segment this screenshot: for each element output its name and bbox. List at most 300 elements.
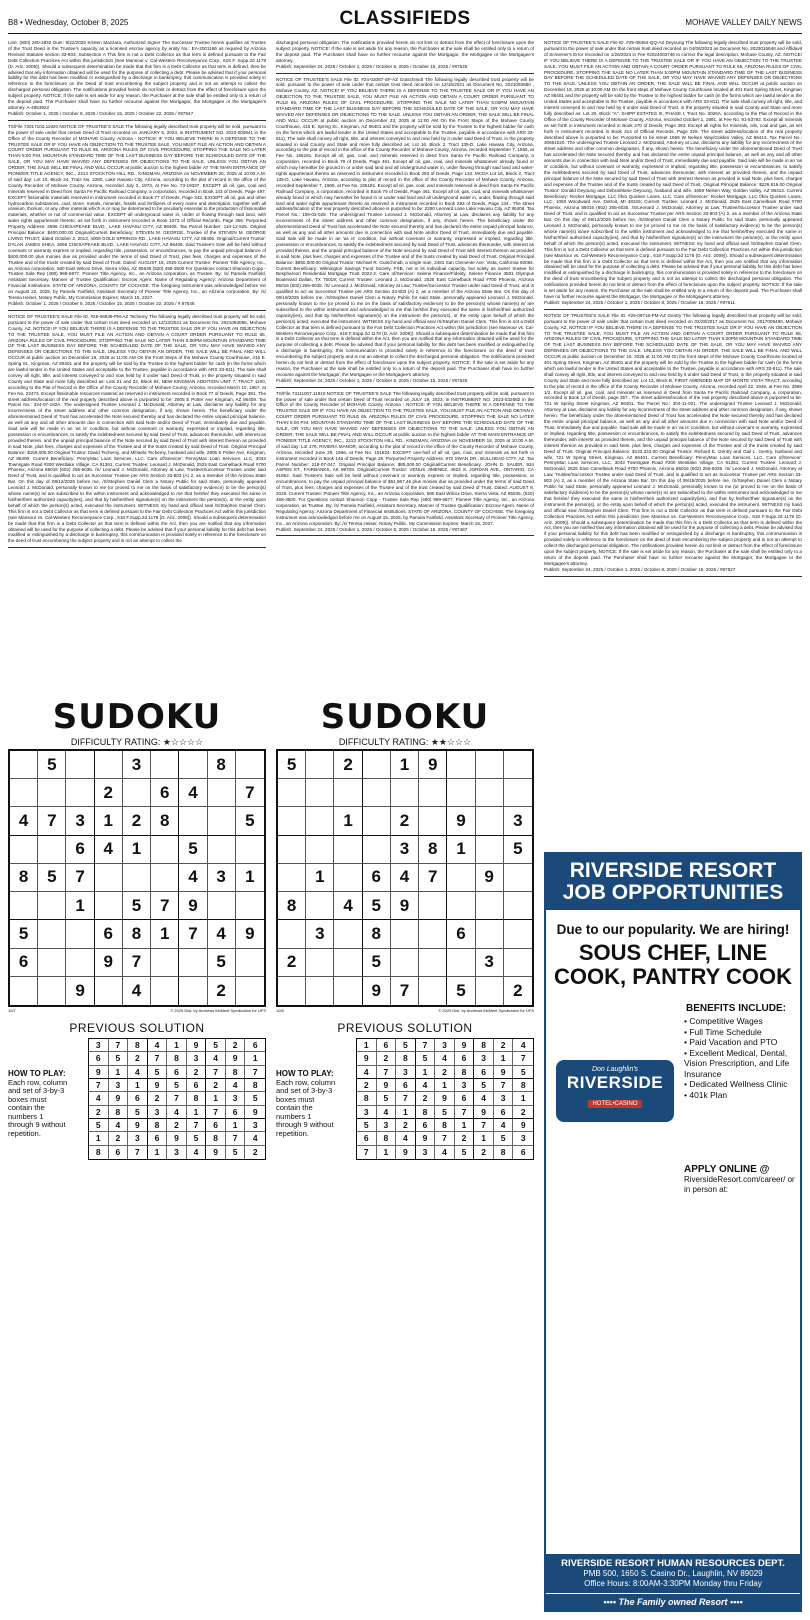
solution-cell: 5 bbox=[494, 1132, 514, 1145]
sudoku-cell: 3 bbox=[504, 807, 532, 835]
solution-cell: 1 bbox=[89, 1132, 109, 1145]
sudoku-cell bbox=[38, 977, 66, 1005]
hr-title: RIVERSIDE RESORT HUMAN RESOURCES DEPT. bbox=[561, 1558, 785, 1569]
sudoku-puzzle-1 bbox=[8, 698, 266, 1160]
sudoku-cell: 1 bbox=[447, 836, 475, 864]
solution-cell: 8 bbox=[455, 1066, 475, 1079]
sudoku-cell: 1 bbox=[95, 807, 123, 835]
solution-cell: 4 bbox=[474, 1092, 494, 1105]
solution-cell: 4 bbox=[377, 1106, 397, 1119]
sudoku-title: SUDOKU bbox=[320, 697, 490, 737]
ad-positions: SOUS CHEF, LINE COOK, PANTRY COOK bbox=[554, 940, 792, 989]
sudoku-cell bbox=[334, 920, 362, 948]
solution-cell: 1 bbox=[494, 1052, 514, 1065]
solution-cell: 2 bbox=[89, 1106, 109, 1119]
sudoku-cell bbox=[236, 836, 264, 864]
sudoku-cell: 2 bbox=[334, 751, 362, 779]
sudoku-cell bbox=[391, 920, 419, 948]
sudoku-cell: 5 bbox=[10, 920, 38, 948]
solution-cell: 1 bbox=[435, 1079, 455, 1092]
solution-cell: 6 bbox=[187, 1079, 207, 1092]
sudoku-cell: 5 bbox=[363, 892, 391, 920]
sudoku-cell: 5 bbox=[278, 751, 306, 779]
sudoku-cell bbox=[363, 807, 391, 835]
solution-cell: 5 bbox=[167, 1079, 187, 1092]
solution-cell: 7 bbox=[435, 1132, 455, 1145]
solution-cell: 5 bbox=[128, 1106, 148, 1119]
notice-publish-dates: Publish: September 24, 2025 / October 1, 2025 / October 8, 2025 / October 15, 2025 / #87511 bbox=[544, 299, 735, 305]
sudoku-cell bbox=[278, 807, 306, 835]
sudoku-cell bbox=[306, 977, 334, 1005]
solution-cell: 4 bbox=[357, 1066, 377, 1079]
solution-cell: 8 bbox=[206, 1132, 226, 1145]
solution-cell: 8 bbox=[187, 1092, 207, 1105]
benefit-item: • Excellent Medical, Dental, Vision Prescription, and Life Insurance bbox=[684, 1048, 798, 1080]
sudoku-cell bbox=[95, 864, 123, 892]
solution-cell: 3 bbox=[245, 1119, 265, 1132]
sudoku-cell: 9 bbox=[419, 751, 447, 779]
how-to-play-title: HOW TO PLAY: bbox=[8, 1069, 66, 1078]
solution-cell: 4 bbox=[435, 1146, 455, 1159]
syndication-credit: © 2025 Dist. by Andrews McMeel Syndication for UFS bbox=[438, 1008, 534, 1013]
solution-cell: 7 bbox=[357, 1146, 377, 1159]
sudoku-cell bbox=[334, 977, 362, 1005]
syndication-credit: © 2025 Dist. by Andrews McMeel Syndication for UFS bbox=[170, 1008, 266, 1013]
solution-cell: 2 bbox=[187, 1066, 207, 1079]
solution-cell: 3 bbox=[128, 1132, 148, 1145]
sudoku-cell: 7 bbox=[123, 949, 151, 977]
solution-cell: 1 bbox=[245, 1052, 265, 1065]
notice-text: discharged personal obligation. The notifications provided herein do not limit or detract from the effect of foreclosure upon the subject property. NOTICE: If the sale is set aside for any reason, the Purchaser at the sale shall be entitled only to a return of the deposit paid. The Purchaser shall have no further recourse against the Mortgagor, the Mortgagee or the Mortgagee's attorney. bbox=[276, 40, 534, 63]
sudoku-cell: 8 bbox=[419, 836, 447, 864]
solution-cell: 2 bbox=[396, 1119, 416, 1132]
sudoku-cell bbox=[123, 864, 151, 892]
page-header bbox=[8, 6, 802, 34]
notice-text: NOTICE OF TRUSTEE'S SALE File ID. #25-06839-PM-AZ Tschemy The following legally described trust property will be sold, pursuant to the power of sale under that certain trust deed recorded on 12/13/2021 as Document No. 2021093058, Mohave County, AZ. NOTICE! IF YOU BELIEVE THERE IS A DEFENSE TO THE TRUSTEE SALE OR IF YOU HAVE AN OBJECTION TO THE TRUSTEE SALE, YOU MUST FILE AN ACTION AND OBTAIN A COURT ORDER PURSUANT TO RULE 65, ARIZONA RULES OF CIVIL PROCEDURE, STOPPING THE SALE NO LATER THAN 5:00PM MOUNTAIN STANDARD TIME OF THE LAST BUSINESS DAY BEFORE THE SCHEDULED DATE OF THE SALE, OR YOU MAY HAVE WAIVED ANY DEFENSES OR OBJECTIONS TO THE SALE. UNLESS YOU OBTAIN AN ORDER, THE SALE WILL BE FINAL AND WILL OCCUR at public auction on December 16, 2025 at 11:00 AM On the Front Steps of the Mohave County Courthouse, 415 E. Spring St., Kingman, AZ 86401 and the property will be sold by the Trustee to the highest bidder for cash (in the forms which are lawful tender in the United States and acceptable to the Trustee, payable in accordance with ARS 33-811). The sale shall convey all right, title, and interest conveyed to and now held by it under said Deed of Trust, in the property situated in said County and State and more fully described as: Lots 21 and 22, Block 84, NEW KINGMAN ADDITION UNIT 7, TRACT 1100, according to the Plat of Record in the Office of the County Recorder of Mohave County, Arizona, recorded March 10, 1967, at Fee No. 22473. Except fissionable resources material as reserved in instrument recorded in Book 77 of Deeds, Page 381. The street address/location of the real property described above is purported to be: 2805 E Potter Ave Kingman, AZ 86409. Tax Parcel No.: 324-07-182A. The undersigned Trustee Leonard J. McDonald, Attorney at Law, disclaims any liability for any incorrectness of the street address and other common designation, if any, shown herein. The beneficiary under the aforementioned Deed of Trust has accelerated the Note secured thereby and has declared the entire unpaid principal balance, as well as any and all other amounts due in connection with said Note and/or Deed of Trust, immediately due and payable. Said sale will be made in an 'as is' condition, but without covenant or warranty, expressed or implied, regarding title, possession or encumbrances, to satisfy the indebtedness secured by said Deed of Trust, advances thereunder, with interest as provided therein, and the unpaid principal balance of the Note secured by said Deed of Trust with interest thereon as provided in said Note, plus fees, charges and expenses of the Trustee and of the trusts created by said Deed of Trust. Original Principal Balance: $159,000.00 Original Trustor: David Tschemy, and Mihaela Tschemy, husband and wife, 2805 E Potter Ave, Kingman, AZ 86409. Current Beneficiary: PennyMac Loan Services, LLC. Care of/Servicer: PennyMac Loan Services, LLC, 3043 Townsgate Road #200 Westlake Village, CA 91361; Current Trustee: Leonard J. McDonald, 2525 East Camelback Road #700 Phoenix, Arizona 85016 (602) 255-6035. /S/ Leonard J. McDonald, Attorney at Law, Trustee/Successor Trustee under said Deed of Trust, and is qualified to act as Successor Trustee per ARS Section 33-803 (A) 2, as a member of the Arizona State Bar. On this day of 09/12/2025 before me, /S/Stephen Daniel Clem a Notary Public for said State, personally appeared Leonard J. McDonald, personally known to me (or proved to me on the basis of satisfactory evidence) to be the person(s) whose name(s) is/ are subscribed to the within instrument and acknowledged to me that he/she/ they executed the same in his/her/their authorized capacity(ies), and that by his/her/their signature(s) on the instrument the person(s), or the entity upon behalf of which the person(s) acted, executed the instrument. WITNESS my hand and official seal /S/Stephen Daniel Clem. This firm is not a Debt Collector as that term is defined pursuant to the Fair Debt Collection Practices Act within this jurisdiction (see Mansour vs. Cal-Western Reconveyance Corp., 618 F.Supp.2d 1178 (D. Ariz. 2009)). Should a subsequent determination be made that this firm is a Debt Collector as that term is defined within the Act, then you are notified that any information obtained will be used for the purpose of collecting a debt. Please be advised that if your personal liability for this debt has been modified or extinguished by a discharge in bankruptcy, this communication is provided solely in reference to the foreclosure on the deed of trust encumbering the subject property and is not an attempt to collect the bbox=[8, 313, 266, 544]
logo-name: RIVERSIDE bbox=[566, 1073, 664, 1092]
sudoku-cell bbox=[278, 977, 306, 1005]
solution-cell: 6 bbox=[128, 1092, 148, 1105]
sudoku-cell bbox=[10, 751, 38, 779]
solution-cell: 3 bbox=[455, 1079, 475, 1092]
sudoku-cell: 7 bbox=[38, 807, 66, 835]
solution-cell: 9 bbox=[206, 1146, 226, 1159]
sudoku-cell bbox=[419, 977, 447, 1005]
solution-cell: 2 bbox=[377, 1052, 397, 1065]
sudoku-cell bbox=[38, 779, 66, 807]
solution-cell: 5 bbox=[377, 1092, 397, 1105]
solution-cell: 2 bbox=[455, 1132, 475, 1145]
solution-cell: 4 bbox=[167, 1106, 187, 1119]
solution-cell: 1 bbox=[474, 1132, 494, 1145]
solution-cell: 2 bbox=[513, 1106, 533, 1119]
sudoku-cell: 8 bbox=[123, 920, 151, 948]
sudoku-cell: 6 bbox=[95, 920, 123, 948]
solution-cell: 8 bbox=[396, 1052, 416, 1065]
sudoku-cell bbox=[306, 836, 334, 864]
sudoku-cell: 1 bbox=[236, 864, 264, 892]
notice-column-1 bbox=[8, 40, 266, 794]
sudoku-cell: 3 bbox=[66, 807, 94, 835]
solution-cell: 5 bbox=[109, 1052, 129, 1065]
solution-grid bbox=[356, 1038, 534, 1160]
solution-cell: 7 bbox=[377, 1066, 397, 1079]
solution-cell: 7 bbox=[167, 1092, 187, 1105]
solution-cell: 1 bbox=[148, 1146, 168, 1159]
solution-cell: 6 bbox=[109, 1146, 129, 1159]
solution-cell: 1 bbox=[226, 1119, 246, 1132]
solution-cell: 8 bbox=[357, 1092, 377, 1105]
notice-publish-dates: Publish: September 24, 2025 / October 1, 2025 / October 8, 2025 / October 15, 2025 / #87487 bbox=[276, 526, 468, 532]
benefit-item: • Full Time Schedule bbox=[684, 1027, 798, 1038]
how-to-play-title: HOW TO PLAY: bbox=[276, 1069, 334, 1078]
solution-cell: 5 bbox=[455, 1146, 475, 1159]
sudoku-cell bbox=[10, 836, 38, 864]
solution-cell: 9 bbox=[513, 1119, 533, 1132]
sudoku-cell: 7 bbox=[419, 864, 447, 892]
sudoku-cell: 8 bbox=[208, 751, 236, 779]
section-title: CLASSIFIEDS bbox=[339, 8, 471, 29]
solution-cell: 9 bbox=[187, 1039, 207, 1052]
solution-cell: 2 bbox=[435, 1066, 455, 1079]
sudoku-cell bbox=[476, 920, 504, 948]
solution-cell: 2 bbox=[357, 1079, 377, 1092]
solution-cell: 5 bbox=[396, 1039, 416, 1052]
sudoku-cell bbox=[504, 920, 532, 948]
sudoku-cell bbox=[236, 977, 264, 1005]
sudoku-cell bbox=[447, 949, 475, 977]
legal-notices bbox=[8, 40, 802, 794]
how-to-play bbox=[8, 1070, 70, 1138]
solution-cell: 8 bbox=[494, 1146, 514, 1159]
solution-cell: 9 bbox=[245, 1106, 265, 1119]
sudoku-cell: 6 bbox=[66, 836, 94, 864]
sudoku-cell: 4 bbox=[179, 779, 207, 807]
difficulty-label: DIFFICULTY RATING: bbox=[338, 737, 429, 747]
solution-cell: 9 bbox=[416, 1132, 436, 1145]
sudoku-cell: 7 bbox=[391, 977, 419, 1005]
sudoku-cell: 2 bbox=[513, 980, 523, 1000]
sudoku-cell: 1 bbox=[123, 836, 151, 864]
sudoku-cell: 4 bbox=[123, 977, 151, 1005]
solution-cell: 9 bbox=[377, 1079, 397, 1092]
sudoku-cell bbox=[363, 751, 391, 779]
sudoku-cell bbox=[95, 751, 123, 779]
solution-cell: 7 bbox=[245, 1066, 265, 1079]
solution-cell: 3 bbox=[187, 1052, 207, 1065]
previous-solution bbox=[276, 1038, 534, 1160]
solution-cell: 3 bbox=[513, 1132, 533, 1145]
solution-cell: 9 bbox=[109, 1092, 129, 1105]
solution-cell: 2 bbox=[226, 1039, 246, 1052]
sudoku-cell: 7 bbox=[151, 892, 179, 920]
notice-text: Line: (800) 280-2832 Due!: 9/22/2025 Kristen Mazzara, Authorized Signer The Successor Trustee herein qualifies as Trustee of the Trust Deed in the Trustee's capacity as a licensed escrow agency by entity No.: EA-2001166 as required by Arizona Revised Statutes section 33-803, Subsection A This firm is not a Debt Collector as that term is defined pursuant to the Fair Debt Collection Practices Act within this jurisdiction (See Mansour v. Cal-Western Reconveyance Corp., 618 F. Supp.2d 1178 (D. Ariz. 2009)). Should a subsequent determination be made that this firm is a Debt Collector as that term is defined, then be advised that any information obtained will be used for the purpose of collecting a debt. Please be advised that if your personal liability for this debt has been modified or extinguished by a discharge in bankruptcy, this communication is provided solely in reference to the foreclosure on the Deed of trust encumbering the subject property and is not an attempt to collect the discharged personal obligation. The notifications provided herein do not limit or detract from the effect of foreclosure upon the subject property. NOTICE: If the sale is set aside for any reason, the Purchaser at the sale shall be entitled only to a return of the deposit paid. The Purchaser shall have no further recourse against the Mortgagor, the Mortgagee or the Mortgagee's attorney. A-4853922 bbox=[8, 40, 266, 110]
ad-headline: RIVERSIDE RESORT bbox=[569, 859, 777, 882]
sudoku-cell bbox=[476, 977, 504, 1005]
legal-notice bbox=[544, 313, 802, 577]
hr-contact bbox=[546, 1554, 800, 1593]
sudoku-cell: 8 bbox=[151, 807, 179, 835]
sudoku-cell bbox=[10, 892, 38, 920]
sudoku-cell bbox=[10, 779, 38, 807]
sudoku-cell: 2 bbox=[208, 977, 236, 1005]
sudoku-cell bbox=[363, 836, 391, 864]
legal-notice bbox=[8, 40, 266, 121]
benefit-item: • Paid Vacation and PTO bbox=[684, 1037, 798, 1048]
solution-cell: 3 bbox=[396, 1066, 416, 1079]
sudoku-cell: 5 bbox=[208, 949, 236, 977]
solution-cell: 8 bbox=[148, 1119, 168, 1132]
solution-cell: 1 bbox=[206, 1092, 226, 1105]
sudoku-cell bbox=[447, 864, 475, 892]
sudoku-cell: 1 bbox=[66, 892, 94, 920]
job-advertisement bbox=[544, 852, 802, 1612]
legal-notice bbox=[276, 391, 534, 537]
legal-notice bbox=[8, 314, 266, 548]
solution-cell: 9 bbox=[357, 1052, 377, 1065]
sudoku-cell bbox=[504, 779, 532, 807]
sudoku-cell: 1 bbox=[306, 864, 334, 892]
solution-cell: 3 bbox=[167, 1146, 187, 1159]
solution-cell: 4 bbox=[148, 1039, 168, 1052]
solution-cell: 1 bbox=[396, 1106, 416, 1119]
solution-cell: 3 bbox=[109, 1079, 129, 1092]
sudoku-cell bbox=[391, 779, 419, 807]
sudoku-cell: 5 bbox=[504, 836, 532, 864]
page-date: B8 • Wednesday, October 8, 2025 bbox=[8, 18, 129, 27]
sudoku-cell bbox=[278, 864, 306, 892]
solution-cell: 5 bbox=[416, 1052, 436, 1065]
apply-title: APPLY ONLINE @ bbox=[684, 1164, 770, 1175]
solution-cell: 9 bbox=[396, 1146, 416, 1159]
solution-cell: 4 bbox=[416, 1079, 436, 1092]
solution-cell: 3 bbox=[148, 1106, 168, 1119]
solution-cell: 6 bbox=[396, 1079, 416, 1092]
sudoku-cell: 4 bbox=[10, 807, 38, 835]
sudoku-cell: 9 bbox=[236, 920, 264, 948]
solution-cell: 6 bbox=[89, 1052, 109, 1065]
sudoku-cell: 2 bbox=[123, 807, 151, 835]
solution-cell: 2 bbox=[494, 1039, 514, 1052]
benefit-item: • Dedicated Wellness Clinic bbox=[684, 1079, 798, 1090]
sudoku-cell bbox=[208, 892, 236, 920]
solution-cell: 8 bbox=[128, 1039, 148, 1052]
sudoku-cell bbox=[306, 751, 334, 779]
sudoku-cell bbox=[123, 779, 151, 807]
solution-cell: 5 bbox=[148, 1066, 168, 1079]
solution-cell: 6 bbox=[167, 1066, 187, 1079]
solution-cell: 5 bbox=[435, 1106, 455, 1119]
difficulty-label: DIFFICULTY RATING: bbox=[70, 737, 161, 747]
solution-cell: 1 bbox=[109, 1066, 129, 1079]
legal-notice bbox=[276, 40, 534, 74]
solution-cell: 4 bbox=[89, 1092, 109, 1105]
solution-cell: 1 bbox=[416, 1066, 436, 1079]
sudoku-cell bbox=[476, 779, 504, 807]
solution-cell: 1 bbox=[357, 1039, 377, 1052]
sudoku-cell: 7 bbox=[66, 864, 94, 892]
solution-cell: 7 bbox=[206, 1066, 226, 1079]
solution-cell: 6 bbox=[416, 1119, 436, 1132]
sudoku-cell: 4 bbox=[334, 892, 362, 920]
sudoku-cell bbox=[447, 892, 475, 920]
solution-cell: 8 bbox=[435, 1119, 455, 1132]
solution-cell: 9 bbox=[226, 1052, 246, 1065]
sudoku-grid bbox=[276, 749, 534, 1007]
sudoku-cell bbox=[334, 864, 362, 892]
sudoku-cell bbox=[419, 779, 447, 807]
sudoku-cell: 7 bbox=[179, 920, 207, 948]
sudoku-cell: 4 bbox=[391, 864, 419, 892]
sudoku-cell: 1 bbox=[334, 807, 362, 835]
notice-column-3 bbox=[544, 40, 802, 794]
sudoku-cell: 9 bbox=[66, 977, 94, 1005]
solution-cell: 9 bbox=[89, 1066, 109, 1079]
how-to-play-text: Each row, column and set of 3-by-3 boxes must contain the numbers 1 through 9 without repetition. bbox=[8, 1077, 68, 1138]
notice-text: TS/File 73017103.11920 NOTICE OF TRUSTEE'S SALE The following legally described trust property will be sold, pursuant to the power of sale under that certain Deed of Trust recorded on JANUARY 5, 2023, in INSTRUMENT NO. 2023-000841 in the Office of the County Recorder of MOHAVE County, Arizona - NOTICE! IF YOU BELIEVE THERE IS A DEFENSE TO THE TRUSTEE SALE OR IF YOU HAVE AN OBJECTION TO THE TRUSTEE SALE, YOU MUST FILE AN ACTION AND OBTAIN A COURT ORDER PURSUANT TO RULE 65, ARIZONA RULES OF CIVIL PROCEDURE, STOPPING THE SALE NO LATER THAN 5:00 P.M. MOUNTAIN STANDARD TIME OF THE LAST BUSINESS DAY BEFORE THE SCHEDULED DATE OF THE SALE, OR YOU MAY HAVE WAIVED ANY DEFENSES OR OBJECTIONS TO THE SALE. UNLESS YOU OBTAIN AN ORDER, THE SALE WILL BE FINAL AND WILL OCCUR at public auction to the highest bidder AT THE MAIN ENTRANCE OF PIONEER TITLE AGENCY, INC., 2213 STOCKTON HILL RD., KINGMAN, ARIZONA on NOVEMBER 25, 2025 at 10:00 A.M. of said day: Lot 10, Block 24, Tract No. 2280, Lake Havasu City, Arizona, according to the plat of record in the office of the County Recorder of Mohave County, Arizona, recorded July 2, 1973, at Fee No. 73-19337. EXCEPT all oil, gas, coal and minerals reserved in Deed from Santa Fe Pacific Railroad Company, a corporation, recorded in Book 143 of Deeds, Page 497. EXCEPT fissionable materials reserved in instrument recorded in Book 77 of Deeds, Page 342. EXCEPT all oil, gas and other hydrocarbon substances, coal, stone, metals, minerals, fossils and fertilizers of every name and description, together with all uranium, thorium, or any other material which is or may be determined to be peculiarly essential to the production of fissionable materials, whether or not of commercial value. EXCEPT all underground water in, under or flowing through said land, with water rights appurtenant thereto, as set forth in instrument recorded in Book 1073 of Official Records, Page 356. Purported Property Address: 3696 CHESAPEAKE BLVD., LAKE HAVASU CITY, AZ 86406. Tax Parcel Number: 110-12-525. Original Principal Balance: $400,000.00 Original/Current Beneficiary: STEVEN M. GEORGE, Trustee of the STEVEN M. GEORGE LIVING TRUST, dated October 2, 2013, 4009 GOLD SPRINGS RD., LAKE HAVASU CITY, AZ 86406. Original/Current Trustor: DYLAN JAMES SHEA, 3696 CHESAPEAKE BLVD., LAKE HAVASU CITY, AZ 86406. Said Trustee's Sale will be held without covenant or warranty express or implied, regarding title, possession, or encumbrances, to pay the unpaid principal balance of $400,000.00 plus monies due as provided under the terms of said Deed of Trust, plus fees, charges and expenses of the Trustee and of the trusts created by said Deed of Trust. Dated: AUGUST 18, 2025 Current Trustee: Pioneer Title Agency, Inc., an Arizona corporation, 580 East Wilcox Drive, Sierra Vista, AZ 85635 (520) 458-3500 For Questions contact Shannon Copp - Trustee Sale Rep (480) 969-5877. Pioneer Title Agency, Inc., an Arizona corporation, as Trustee. By: /s/ Pamela Fairfield, Assistant Secretary. Manner of Trustee Qualification: Escrow Agent. Name of Regulating Agency: Arizona Department of Financial Institutions. STATE OF ARIZONA, COUNTY OF COCHISE. The foregoing instrument was acknowledged before me on August 22, 2025, by Pamela Fairfield, Assistant Secretary of Pioneer Title Agency, Inc., an Arizona corporation. By: /s/ Teresa Heiser, Notary Public. My Commission Expires: March 15, 2027. bbox=[8, 123, 266, 301]
notice-publish-dates: Publish: September 24, 2025 / October 1, 2025 / October 8, 2025 / October 15, 2025 / #87527 bbox=[544, 566, 736, 572]
sudoku-cell: 9 bbox=[363, 977, 391, 1005]
sudoku-cell: 1 bbox=[151, 920, 179, 948]
sudoku-cell bbox=[476, 751, 504, 779]
sudoku-cell: 9 bbox=[95, 949, 123, 977]
solution-cell: 5 bbox=[187, 1132, 207, 1145]
sudoku-cell bbox=[504, 751, 532, 779]
sudoku-cell: 8 bbox=[10, 864, 38, 892]
puzzle-number: 10/7 bbox=[8, 1008, 16, 1013]
difficulty-rating bbox=[276, 736, 534, 749]
sudoku-cell: 6 bbox=[447, 920, 475, 948]
sudoku-cell bbox=[179, 977, 207, 1005]
previous-solution-title: PREVIOUS SOLUTION bbox=[337, 1021, 473, 1035]
solution-grid bbox=[88, 1038, 266, 1160]
sudoku-cell: 5 bbox=[38, 751, 66, 779]
sudoku-credit bbox=[8, 1008, 266, 1013]
solution-cell: 7 bbox=[109, 1039, 129, 1052]
sudoku-cell: 3 bbox=[391, 836, 419, 864]
previous-solution-title: PREVIOUS SOLUTION bbox=[69, 1021, 205, 1035]
solution-cell: 2 bbox=[109, 1132, 129, 1145]
solution-cell: 2 bbox=[416, 1092, 436, 1105]
sudoku-cell: 5 bbox=[447, 977, 475, 1005]
sudoku-cell bbox=[306, 949, 334, 977]
sudoku-cell bbox=[504, 892, 532, 920]
sudoku-grid bbox=[8, 749, 266, 1007]
solution-cell: 6 bbox=[377, 1039, 397, 1052]
legal-notice bbox=[276, 77, 534, 388]
sudoku-cell: 5 bbox=[236, 807, 264, 835]
solution-cell: 5 bbox=[226, 1146, 246, 1159]
solution-cell: 6 bbox=[206, 1119, 226, 1132]
sudoku-cell: 2 bbox=[95, 779, 123, 807]
sudoku-cell bbox=[66, 920, 94, 948]
solution-cell: 2 bbox=[474, 1146, 494, 1159]
benefit-item: • Competitive Wages bbox=[684, 1016, 798, 1027]
solution-cell: 4 bbox=[513, 1039, 533, 1052]
solution-cell: 4 bbox=[245, 1132, 265, 1145]
sudoku-cell: 2 bbox=[278, 949, 306, 977]
sudoku-title: SUDOKU bbox=[52, 697, 222, 737]
sudoku-cell bbox=[419, 892, 447, 920]
sudoku-cell bbox=[95, 892, 123, 920]
sudoku-cell: 5 bbox=[38, 864, 66, 892]
how-to-play bbox=[276, 1070, 338, 1138]
solution-cell: 9 bbox=[494, 1066, 514, 1079]
sudoku-cell bbox=[179, 807, 207, 835]
sudoku-cell bbox=[38, 892, 66, 920]
sudoku-cell bbox=[306, 892, 334, 920]
solution-cell: 5 bbox=[474, 1079, 494, 1092]
hr-hours: Office Hours: 8:00AM-3:30PM Monday thru Friday bbox=[584, 1579, 762, 1588]
sudoku-cell bbox=[208, 779, 236, 807]
riverside-logo bbox=[556, 1060, 674, 1122]
sudoku-cell: 3 bbox=[476, 949, 504, 977]
solution-cell: 9 bbox=[474, 1106, 494, 1119]
solution-cell: 3 bbox=[435, 1039, 455, 1052]
sudoku-puzzle-2 bbox=[276, 698, 534, 1160]
notice-text: TS/File 73111007.11910 NOTICE OF TRUSTEE'S SALE The following legally described trust property will be sold, pursuant to the power of sale under that certain Deed of Trust recorded on JULY 19, 2023, in INSTRUMENT NO. 2023-032682 in the Office of the County Recorder of MOHAVE County, Arizona - NOTICE! IF YOU BELIEVE THERE IS A DEFENSE TO THE TRUSTEE SALE OR IF YOU HAVE AN OBJECTION TO THE TRUSTEE SALE, YOU MUST FILE AN ACTION AND OBTAIN A COURT ORDER PURSUANT TO RULE 65, ARIZONA RULES OF CIVIL PROCEDURE, STOPPING THE SALE NO LATER THAN 5:00 P.M. MOUNTAIN STANDARD TIME OF THE LAST BUSINESS DAY BEFORE THE SCHEDULED DATE OF THE SALE, OR YOU MAY HAVE WAIVED ANY DEFENSES OR OBJECTIONS TO THE SALE. UNLESS YOU OBTAIN AN ORDER, THE SALE WILL BE FINAL AND WILL OCCUR at public auction to the highest bidder AT THE MAIN ENTRANCE OF PIONEER TITLE AGENCY, INC., 2213 STOCKTON HILL RD., KINGMAN, ARIZONA on NOVEMBER 18, 2025 at 10:00 A.M. of said day: Lot 176, RIVIERA MANOR, according to the plat of record in the office of the County Recorder of Mohave County, Arizona, recorded June 29, 1966, at Fee No. 151824. EXCEPT one-half of all oil, gas, coal, and minerals as set forth in instrument recorded in Book 146 of Deeds, Page 28. Purported Property Address: 972 SWAN DR., BULLHEAD CITY, AZ. Tax Parcel Number: 218-07-047. Original Principal Balance: $85,000.00 Original/Current Beneficiary: JOHN D. SAUER, 934 ASPEN ST., FAIRBANKS, AK 99709. Original/Current Trustor: VENUS JIMENEZ, 4923 S. JORDAN AVE., ONTARIO, CA 91862. Said Trustee's Sale will be held without covenant or warranty express or implied, regarding title, possession, or encumbrances, to pay the unpaid principal balance of $61,967.46 plus monies due as provided under the terms of said Deed of Trust, plus fees, charges and expenses of the Trustee and of the trust created by said Deed of Trust. Dated: AUGUST 8, 2025. Current Trustee: Pioneer Title Agency, Inc., an Arizona corporation, 580 East Wilcox Drive, Sierra Vista, AZ 85635, (520) 458-3500. For Questions contact Shannon Copp - Trustee Sale Rep (480) 969-5877. Pioneer Title Agency, Inc., an Arizona corporation, as Trustee. By: /s/ Pamela Fairfield, Assistant Secretary. Manner of Trustee Qualification: Escrow Agent. Name of Regulating Agency: Arizona Department of Financial Institutions. STATE OF ARIZONA, COUNTY OF COCHISE. The foregoing instrument was acknowledged before me on August 15, 2025, by Pamela Fairfield, Assistant Secretary of Pioneer Title Agency, Inc., an Arizona corporation. By: /s/ Teresa Heiser, Notary Public. My Commission Expires: March 15, 2027. bbox=[276, 390, 534, 526]
sudoku-cell bbox=[306, 807, 334, 835]
sudoku-cell: 6 bbox=[363, 864, 391, 892]
solution-cell: 3 bbox=[377, 1119, 397, 1132]
sudoku-cell bbox=[66, 949, 94, 977]
solution-cell: 5 bbox=[206, 1039, 226, 1052]
solution-cell: 6 bbox=[357, 1132, 377, 1145]
notice-publish-dates: Publish: September 24, 2025 / October 1, 2025 / October 8, 2025 / October 15, 2025 / #87525 bbox=[276, 63, 468, 69]
sudoku-cell: 5 bbox=[179, 836, 207, 864]
sudoku-cell bbox=[151, 977, 179, 1005]
sudoku-cell bbox=[66, 779, 94, 807]
solution-cell: 5 bbox=[357, 1119, 377, 1132]
sudoku-cell bbox=[151, 751, 179, 779]
solution-cell: 7 bbox=[206, 1106, 226, 1119]
sudoku-cell bbox=[447, 751, 475, 779]
sudoku-cell: 9 bbox=[179, 892, 207, 920]
sudoku-cell bbox=[419, 807, 447, 835]
sudoku-cell bbox=[10, 977, 38, 1005]
solution-cell: 6 bbox=[474, 1066, 494, 1079]
solution-cell: 3 bbox=[494, 1092, 514, 1105]
solution-cell: 5 bbox=[245, 1092, 265, 1105]
solution-cell: 4 bbox=[109, 1119, 129, 1132]
solution-cell: 1 bbox=[513, 1092, 533, 1105]
solution-cell: 6 bbox=[148, 1132, 168, 1145]
sudoku-cell bbox=[419, 949, 447, 977]
solution-cell: 2 bbox=[128, 1052, 148, 1065]
notice-publish-dates: Publish: September 24, 2025 / October 1, 2025 / October 8, 2025 / October 15, 2025 / #87526 bbox=[276, 377, 468, 383]
solution-cell: 6 bbox=[226, 1106, 246, 1119]
solution-cell: 9 bbox=[435, 1092, 455, 1105]
sudoku-cell bbox=[419, 920, 447, 948]
solution-cell: 2 bbox=[206, 1079, 226, 1092]
sudoku-cell: 6 bbox=[10, 949, 38, 977]
sudoku-cell bbox=[208, 836, 236, 864]
solution-cell: 3 bbox=[474, 1052, 494, 1065]
solution-cell: 3 bbox=[357, 1106, 377, 1119]
solution-cell: 9 bbox=[148, 1079, 168, 1092]
sudoku-cell bbox=[179, 751, 207, 779]
legal-notice bbox=[544, 40, 802, 310]
sudoku-cell: 4 bbox=[179, 864, 207, 892]
sudoku-cell: 9 bbox=[476, 864, 504, 892]
ad-body bbox=[546, 1014, 800, 1194]
sudoku-cell: 4 bbox=[95, 836, 123, 864]
ad-tagline: Due to our popularity. We are hiring! bbox=[556, 922, 790, 937]
solution-cell: 8 bbox=[89, 1146, 109, 1159]
solution-cell: 5 bbox=[89, 1119, 109, 1132]
solution-cell: 4 bbox=[206, 1052, 226, 1065]
solution-cell: 4 bbox=[226, 1079, 246, 1092]
